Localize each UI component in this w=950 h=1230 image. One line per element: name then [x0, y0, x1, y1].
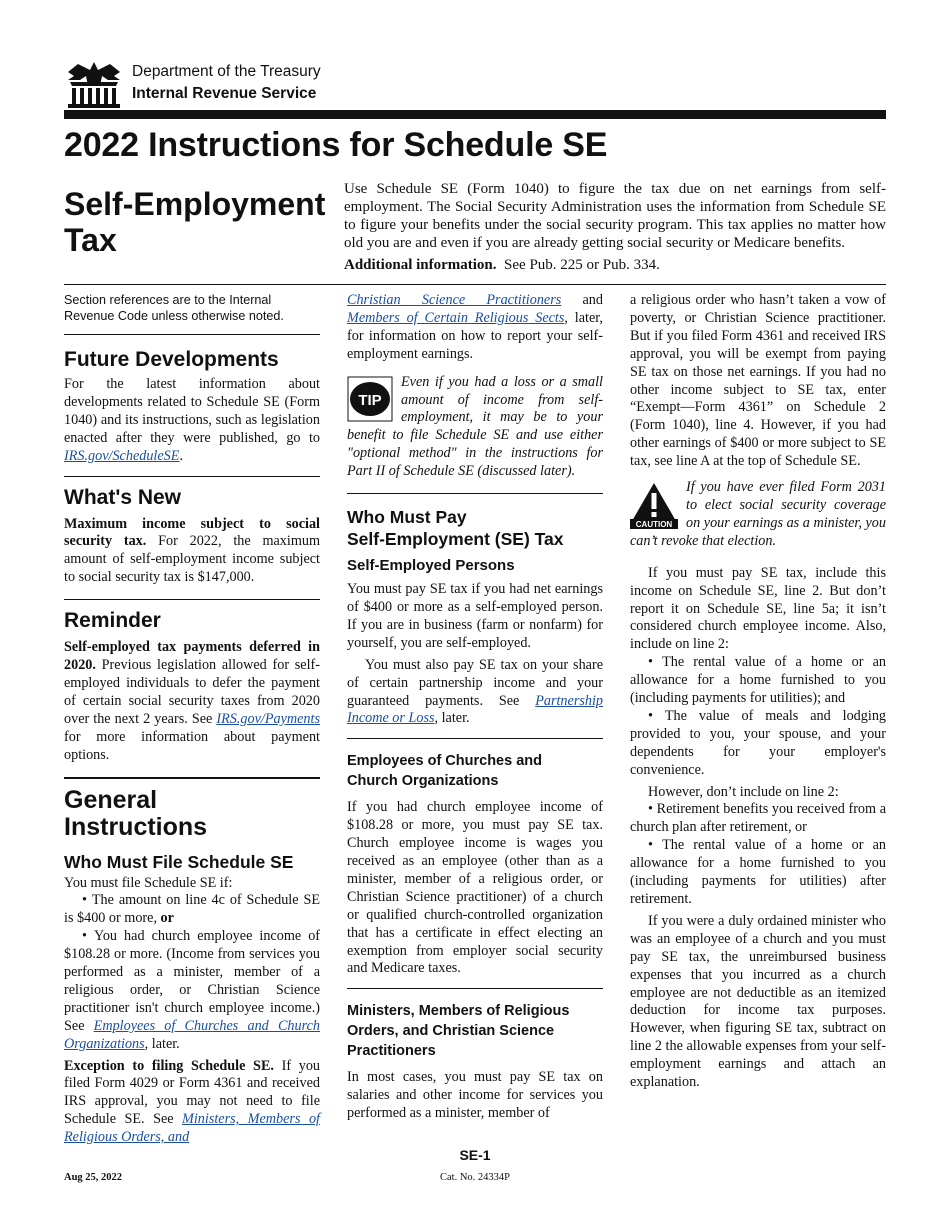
section-title: Self-Employment Tax [64, 186, 326, 258]
whats-new-heading: What's New [64, 485, 182, 509]
who-must-pay-heading: Who Must Pay Self-Employment (SE) Tax [347, 507, 564, 550]
intro-paragraph: Use Schedule SE (Form 1040) to figure the tax due on net earnings from self-employment. The Social Security Administration uses the information from Schedule SE to figure your benefits under the social security program. This tax applies no matter how old you are and even if you are already getting social security or Medicare benefits. Additional information. See Pub. 225 or Pub. 334. [344, 181, 886, 273]
column-2: Christian Science Practitioners and Members of Certain Religious Sects, later, for information on how to report your self-employment earnings. TIP Even if you had a loss or a small amount of income from self-employment, it may be to your benefit to file Schedule SE and use either "optional method" in the instructions for Part II of Schedule SE (discussed later). Who Must Pay Self-Employment (SE) Tax Self-Employed Persons You must pay SE tax if you had net earnings of $400 or more as a self-employed person. If you are in business (farm or nonfarm) for yourself, you are self-employed. You must also pay SE tax on your share of certain partnership income and your guaranteed payments. See Partnership Income or Loss, later. Employees of Churches and Church Organizations If you had church employee income of $108.28 or more, you must pay SE tax. Church employee income is wages you received as an employee (other than as a minister, member of a religious order, or Christian Science practitioner) of a church or qualified church-controlled organization that has a certificate in effect electing an exemption from employer social security and Medicare taxes. Ministers, Members of Religious Orders, and Christian Science Practitioners In most cases, you must pay SE tax on salaries and other income for services you performed as a minister, member of [347, 292, 603, 1122]
general-instructions-heading: General Instructions [64, 785, 208, 841]
svg-text:TIP: TIP [358, 391, 382, 409]
tip-icon [347, 376, 393, 422]
reminder-heading: Reminder [64, 609, 161, 633]
link-partnership-income[interactable]: Partnership Income or Loss [347, 692, 603, 727]
page-title: 2022 Instructions for Schedule SE [64, 126, 608, 164]
employees-of-churches-heading: Employees of Churches and Church Organizations [347, 753, 542, 790]
caution-box: CAUTION If you have ever filed Form 2031 to elect social security coverage on your earnings as a minister, you can’t revoke that election. [630, 479, 886, 549]
footer-date: Aug 25, 2022 [64, 1172, 123, 1183]
department-name: Department of the Treasury [132, 63, 321, 80]
caution-icon [630, 481, 678, 529]
self-employed-persons-heading: Self-Employed Persons [347, 557, 515, 575]
link-religious-sects[interactable]: Members of Certain Religious Sects [347, 309, 565, 326]
who-must-file-heading: Who Must File Schedule SE [64, 851, 294, 872]
link-irs-payments[interactable]: IRS.gov/Payments [216, 710, 320, 727]
column-1: Section references are to the Internal Revenue Code unless otherwise noted. Future Developments For the latest information about developments related to Schedule SE (Form 1040) and its instructions, such as legislation enacted after they were published, go to IRS.gov/ScheduleSE. What's New Maximum income subject to social security tax. For 2022, the maximum amount of self-employment income subject to social security tax is $147,000. Reminder Self-employed tax payments deferred in 2020. Previous legislation allowed for self-employed individuals to defer the payment of certain social security taxes from 2020 over the next 2 years. See IRS.gov/Payments for more information about payment options. General Instructions Who Must File Schedule SE You must file Schedule SE if: • The amount on line 4c of Schedule SE is $400 or more, or • You had church employee income of $108.28 or more. (Income from services you performed as a minister, member of a religious order, or Christian Science practitioner isn't church employee income.) See Employees of Churches and Church Organizations, later. Exception to filing Schedule SE. If you filed Form 4029 or Form 4361 and received IRS approval, you may not need to file Schedule SE. See Ministers, Members of Religious Orders, and [64, 293, 321, 1146]
irs-eagle-logo-icon [64, 60, 124, 108]
header-rule [64, 110, 886, 119]
tip-box: TIP Even if you had a loss or a small amount of income from self-employment, it may be to your benefit to file Schedule SE and use either "optional method" in the instructions for Part II of Schedule SE (discussed later). [347, 373, 603, 480]
agency-name: Internal Revenue Service [132, 85, 317, 102]
link-employees-of-churches[interactable]: Employees of Churches and Church Organizations [64, 1017, 320, 1052]
ministers-heading: Ministers, Members of Religious Orders, and Christian Science Practitioners [347, 1003, 570, 1060]
link-christian-science[interactable]: Christian Science Practitioners [347, 292, 562, 308]
link-ministers[interactable]: Ministers, Members of Religious Orders, and [64, 1111, 320, 1146]
catalog-number: Cat. No. 24334P [439, 1172, 510, 1183]
svg-text:CAUTION: CAUTION [635, 520, 673, 530]
intro-rule [64, 284, 886, 285]
future-developments-heading: Future Developments [64, 348, 279, 371]
link-irs-schedulese[interactable]: IRS.gov/ScheduleSE [64, 447, 180, 464]
page-number: SE-1 [459, 1147, 491, 1163]
column-3: a religious order who hasn’t taken a vow of poverty, or Christian Science practitioner. But if you filed Form 4361 and received IRS approval, you will be exempt from paying SE tax on those net earnings. If you had no other income subject to SE tax, enter “Exempt—Form 4361” on Schedule 2 (Form 1040), line 4. However, if you had other earnings of $400 or more subject to SE tax, see line A at the top of Schedule SE. CAUTION If you have ever filed Form 2031 to elect social security coverage on your earnings as a minister, you can’t revoke that election. If you must pay SE tax, include this income on Schedule SE, line 2. But don’t report it on Schedule SE, line 5a; it isn’t considered church employee income. Also, include on line 2: • The rental value of a home or an allowance for a home furnished to you (including payments for utilities); and • The value of meals and lodging provided to you, your spouse, and your dependents for your employer's convenience. However, don’t include on line 2: • Retirement benefits you received from a church plan after retirement, or • The rental value of a home or an allowance for a home furnished to you (including payments for utilities) after retirement. If you were a duly ordained minister who was an employee of a church and you must pay SE tax, the unreimbursed business expenses that you incurred as a church employee are not deductible as an itemized deduction for income tax purposes. However, when figuring SE tax, subtract on line 2 the allowable expenses from your self-employment earnings and attach an explanation. [630, 292, 887, 1091]
